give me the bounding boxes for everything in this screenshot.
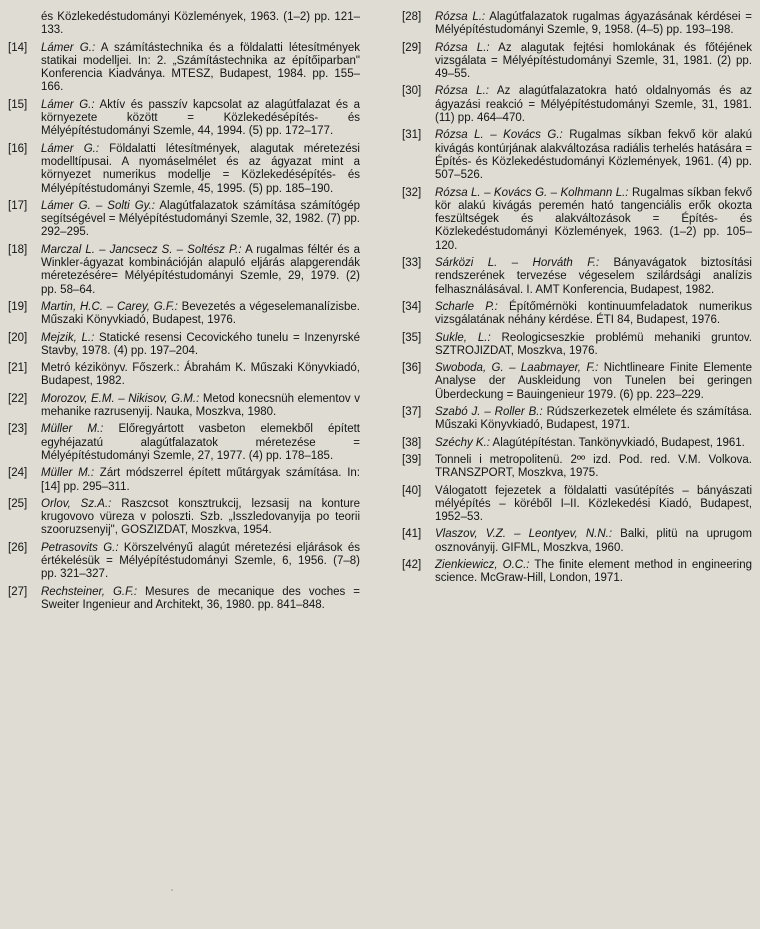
reference-text xyxy=(435,11,752,38)
reference-item xyxy=(8,244,360,297)
reference-body: Alagútfalazatok rugalmas ágyazásának kérdései = Mélyépítéstudományi Szemle, 9, 1958. (4–5) pp. 193–198. xyxy=(435,11,752,37)
reference-body: Nichtlineare Finite Elemente Analyse der Auskleidung von Tunelen bei geringen Überdeckung = Bauingenieur 1979. (6) pp. 223–229. xyxy=(435,362,752,401)
reference-number: [30] xyxy=(402,85,422,98)
reference-number: [23] xyxy=(8,423,28,436)
reference-number: [34] xyxy=(402,300,422,313)
reference-text xyxy=(435,332,752,359)
reference-item xyxy=(402,301,752,328)
reference-body: Rugalmas síkban fekvő kör alakú kivágás kontúrjának alakváltozása radiális terhelés hatására = Építés- és Közlekedéstudományi Közlemények, 1961. (4) pp. 507–526. xyxy=(435,129,752,182)
reference-text xyxy=(41,467,360,494)
reference-author: Rózsa L.: xyxy=(435,11,486,23)
reference-author: Lámer G.: xyxy=(41,142,100,155)
reference-item xyxy=(402,528,752,555)
reference-body: Statické resensi Cecovického tunelu = Inzenyrské Stavby, 1978. (4) pp. 197–204. xyxy=(41,331,360,357)
reference-author: Széchy K.: xyxy=(435,436,490,449)
reference-text xyxy=(41,332,360,359)
reference-body: A rugalmas féltér és a Winkler-ágyazat kombinációján alapuló eljárás alapgerendák méretezésére= Mélyépítéstudományi Szemle, 29, 1979. (2) pp. 58–64. xyxy=(41,243,360,296)
reference-text xyxy=(435,406,752,433)
reference-text xyxy=(435,362,752,402)
reference-item xyxy=(402,85,752,125)
reference-number: [29] xyxy=(402,41,422,54)
reference-item xyxy=(8,393,360,420)
reference-item xyxy=(8,362,360,389)
reference-number: [27] xyxy=(8,585,28,598)
reference-item xyxy=(402,559,752,586)
reference-text xyxy=(41,244,360,297)
reference-item xyxy=(402,406,752,433)
reference-text xyxy=(41,586,360,613)
reference-body: Előregyártott vasbeton elemekből épített egyhéjazatú alagútfalazatok méretezése = Mélyépítéstudományi Szemle, 27, 1977. (4) pp. 178–185. xyxy=(41,423,360,462)
reference-item xyxy=(8,586,360,613)
reference-list-right xyxy=(402,11,752,590)
reference-number: [37] xyxy=(402,406,422,419)
reference-number: [28] xyxy=(402,11,422,23)
reference-body: Raszcsot konsztrukcij, lezsasij na konture krugovovo vüreza v poloszti. Szb. „Isszledovanyija po teorii szooruzsenyij", GOSZIZDAT, Moszkva, 1954. xyxy=(41,497,360,537)
reference-body: Az alagútfalazatokra ható oldalnyomás és az ágyazási reakció = Mélyépítéstudományi Szemle, 31, 1981. (11) pp. 464–470. xyxy=(435,85,753,125)
reference-number: [35] xyxy=(402,331,422,344)
reference-text xyxy=(435,42,752,82)
reference-item xyxy=(402,187,752,253)
reference-text xyxy=(435,187,752,253)
reference-text xyxy=(41,362,360,389)
reference-number: [25] xyxy=(8,497,28,510)
reference-body: Rugalmas síkban fekvő kör alakú kivágás peremén ható tangenciális erők okozta feszültségek és alakváltozások = Építés- és Közlekedéstudományi Közlemények, 1963. (1–2) pp. 105–120. xyxy=(435,186,752,252)
reference-body: Válogatott fejezetek a földalatti vasútépítés – bányászati mélyépítés – köréből I–II. Közlekedési Kiadó, Budapest, 1952–53. xyxy=(435,484,752,524)
reference-number: [14] xyxy=(8,41,28,54)
reference-number: [24] xyxy=(8,467,28,480)
reference-body: Az alagutak fejtési homlokának és főtéjének vizsgálata = Mélyépítéstudományi Szemle, 31, 1981. (2) pp. 49–55. xyxy=(435,41,752,81)
reference-text xyxy=(435,485,752,525)
reference-item xyxy=(8,423,360,463)
reference-number: [18] xyxy=(8,243,28,256)
reference-text xyxy=(41,423,360,463)
reference-item xyxy=(8,42,360,95)
reference-body: Alagútépítéstan. Tankönyvkiadó, Budapest, 1961. xyxy=(489,436,745,449)
reference-author: Szabó J. – Roller B.: xyxy=(435,406,543,419)
reference-number: [26] xyxy=(8,541,28,554)
reference-author: Martin, H.C. – Carey, G.F.: xyxy=(41,300,178,313)
reference-body: Aktív és passzív kapcsolat az alagútfalazat és a környezete között = Közlekedésépítés- és Mélyépítéstudományi Szemle, 44, 1994. (5) pp. 172–177. xyxy=(41,98,360,138)
reference-body: Építőmérnöki kontinuumfeladatok numerikus vizsgálatának néhány kérdése. ÉTI 84, Budapest, 1976. xyxy=(435,300,752,327)
reference-body: Balki, plitü na uprugom osznoványij. GIFML, Moszkva, 1960. xyxy=(435,528,752,554)
reference-item xyxy=(402,332,752,359)
reference-author: Marczal L. – Jancsecz S. – Soltész P.: xyxy=(41,243,242,256)
reference-item xyxy=(402,454,752,481)
reference-text xyxy=(435,437,752,450)
reference-number: [41] xyxy=(402,528,422,541)
reference-item xyxy=(8,332,360,359)
reference-author: Lámer G.: xyxy=(41,41,96,54)
reference-author: Müller M.: xyxy=(41,423,104,436)
reference-author: Sárközi L. – Horváth F.: xyxy=(435,257,600,270)
reference-text xyxy=(41,42,360,95)
reference-body: Földalatti létesítmények, alagutak méretezési modelltípusai. A nyomáselmélet és az ágyazat mint a környezet numerikus modellje = Közlekedésépítés- és Mélyépítéstudományi Szemle, 45, 1995. (5) pp. 185–190. xyxy=(41,142,360,195)
reference-number: [22] xyxy=(8,392,28,405)
reference-text xyxy=(435,454,752,481)
reference-text xyxy=(435,559,752,586)
reference-body: The finite element method in engineering science. McGraw-Hill, London, 1971. xyxy=(435,558,752,585)
reference-text xyxy=(41,542,360,582)
scan-speck xyxy=(171,889,173,891)
reference-item xyxy=(402,362,752,402)
reference-body: Reologicseszkie problémü mehaniki gruntov. SZTROJIZDAT, Moszkva, 1976. xyxy=(435,331,752,357)
reference-author: Lámer G. – Solti Gy.: xyxy=(41,199,155,212)
reference-number: [36] xyxy=(402,362,422,375)
reference-author: Swoboda, G. – Laabmayer, F.: xyxy=(435,362,599,375)
reference-number: [32] xyxy=(402,186,422,199)
reference-text xyxy=(435,301,752,328)
reference-item xyxy=(402,485,752,525)
reference-item xyxy=(8,542,360,582)
reference-item xyxy=(402,42,752,82)
reference-author: Rózsa L. – Kovács G.: xyxy=(435,129,563,142)
reference-text xyxy=(41,200,360,240)
reference-author: Morozov, E.M. – Nikisov, G.M.: xyxy=(41,392,200,405)
reference-list-left xyxy=(8,11,360,616)
reference-text xyxy=(41,498,360,538)
reference-body: Mesures de mecanique des voches = Sweiter Ingenieur and Architekt, 36, 1980. pp. 841–848. xyxy=(41,585,360,611)
reference-text xyxy=(41,99,360,139)
reference-item xyxy=(8,200,360,240)
reference-text xyxy=(435,257,752,297)
reference-text xyxy=(435,528,752,555)
reference-item xyxy=(8,301,360,328)
reference-item xyxy=(8,498,360,538)
reference-number: [19] xyxy=(8,300,28,313)
reference-number: [20] xyxy=(8,331,28,344)
reference-number: [16] xyxy=(8,142,28,155)
reference-number: [40] xyxy=(402,484,422,497)
reference-number: [39] xyxy=(402,453,422,466)
reference-continuation: és Közlekedéstudományi Közlemények, 1963. (1–2) pp. 121–133. xyxy=(41,11,360,37)
reference-body: Körszelvényű alagút méretezési eljárások és értékelésük = Mélyépítéstudományi Szemle, 6, 1956. (7–8) pp. 321–327. xyxy=(41,541,360,581)
reference-body: Bányavágatok biztosítási rendszerének tervezése végeselem szilárdsági analízis felhasználásával. I. AMT Konferencia, Budapest, 1982. xyxy=(435,257,752,296)
reference-author: Vlaszov, V.Z. – Leontyev, N.N.: xyxy=(435,528,613,541)
reference-body: Tonneli i metropolitenü. 2ºº izd. Pod. red. V.M. Volkova. TRANSZPORT, Moszkva, 1975. xyxy=(435,453,752,480)
reference-body: Zárt módszerrel épített műtárgyak számítása. In: [14] pp. 295–311. xyxy=(41,467,360,493)
reference-body: A számítástechnika és a földalatti létesítmények statikai modelljei. In: 2. „Számítástechnika az építőiparban" Konferencia Kiadványa. MTESZ, Budapest, 1984. pp. 155–166. xyxy=(41,41,360,94)
reference-body: Metod konecsnüh elementov v mehanike razrusenyij. Nauka, Moszkva, 1980. xyxy=(41,392,360,419)
reference-body: Bevezetés a végeselemanalízisbe. Műszaki Könyvkiadó, Budapest, 1976. xyxy=(41,300,360,327)
reference-number: [38] xyxy=(402,436,422,449)
reference-author: Rózsa L. – Kovács G. – Kolhmann L.: xyxy=(435,186,629,199)
reference-item xyxy=(8,143,360,196)
reference-number: [17] xyxy=(8,199,28,212)
reference-text xyxy=(435,85,752,125)
reference-item xyxy=(402,437,752,450)
reference-number: [21] xyxy=(8,362,28,375)
reference-author: Müller M.: xyxy=(41,467,95,480)
reference-number: [31] xyxy=(402,129,422,142)
reference-item xyxy=(8,99,360,139)
reference-author: Rózsa L.: xyxy=(435,85,489,98)
reference-author: Lámer G.: xyxy=(41,98,95,111)
reference-item xyxy=(402,11,752,38)
reference-text xyxy=(41,301,360,328)
reference-text xyxy=(435,129,752,182)
reference-author: Orlov, Sz.A.: xyxy=(41,497,112,510)
reference-author: Sukle, L.: xyxy=(435,331,491,344)
reference-number: [15] xyxy=(8,98,28,111)
reference-body: Rúdszerkezetek elmélete és számítása. Műszaki Könyvkiadó, Budapest, 1971. xyxy=(435,406,752,432)
reference-text xyxy=(41,143,360,196)
reference-author: Petrasovits G.: xyxy=(41,541,119,554)
reference-item xyxy=(402,257,752,297)
reference-number: [33] xyxy=(402,257,422,270)
reference-author: Scharle P.: xyxy=(435,300,498,313)
reference-author: Zienkiewicz, O.C.: xyxy=(435,558,530,571)
reference-body: Alagútfalazatok számítása számítógép segítségével = Mélyépítéstudományi Szemle, 32, 1982. (7) pp. 292–295. xyxy=(41,199,360,239)
reference-author: Rózsa L.: xyxy=(435,41,490,54)
reference-author: Rechsteiner, G.F.: xyxy=(41,585,138,598)
reference-number: [42] xyxy=(402,558,422,571)
reference-item xyxy=(402,129,752,182)
reference-item xyxy=(8,467,360,494)
reference-text xyxy=(41,393,360,420)
reference-body: Metró kézikönyv. Főszerk.: Ábrahám K. Műszaki Könyvkiadó, Budapest, 1982. xyxy=(41,362,360,388)
reference-author: Mejzik, L.: xyxy=(41,331,95,344)
